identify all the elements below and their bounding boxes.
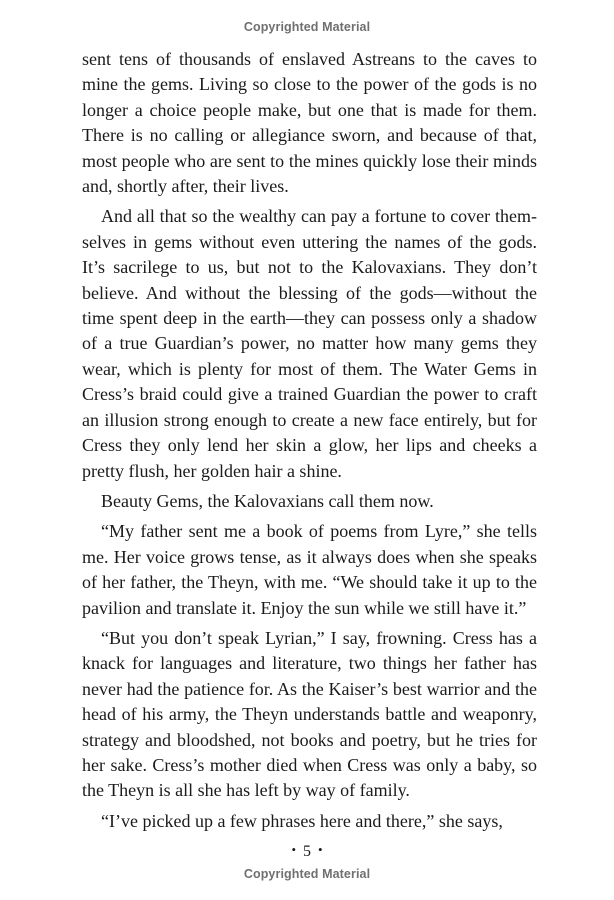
page-number-value: 5 <box>303 843 311 860</box>
copyright-watermark-bottom: Copyrighted Material <box>243 867 371 881</box>
paragraph-2: And all that so the wealthy can pay a fortune to cover themselves in gems without even uttering the names of the gods. It’s sacrilege to us, but not to the Kalovaxians. They don’t believe. And without the blessing of the gods—without the time spent deep in the earth—they can possess only a shadow of a true Guardian’s power, no matter how many gems they wear, which is plenty for most of them. The Water Gems in Cress’s braid could give a trained Guardian the power to craft an illusion strong enough to create a new face entirely, but for Cress they only lend her skin a glow, her lips and cheeks a pretty flush, her golden hair a shine. <box>82 206 537 481</box>
copyright-watermark-top: Copyrighted Material <box>243 20 371 34</box>
paragraph-1: sent tens of thousands of enslaved Astreans to the caves to mine the gems. Living so close to the power of the gods is no longer a choice people make, but one that is made for them. There is no calling or allegiance sworn, and because of that, most people who are sent to the mines quickly lose their minds and, shortly after, their lives. <box>82 49 537 197</box>
paragraph-4: “My father sent me a book of poems from Lyre,” she tells me. Her voice grows tense, as it always does when she speaks of her father, the Theyn, with me. “We should take it up to the pavilion and translate it. Enjoy the sun while we still have it.” <box>82 521 537 618</box>
book-page-text <box>82 47 537 839</box>
bullet-left: • <box>291 842 296 857</box>
paragraph-6: “I’ve picked up a few phrases here and there,” she says, <box>101 810 503 831</box>
bullet-right: • <box>318 842 323 857</box>
page-number <box>0 843 614 861</box>
paragraph-5: “But you don’t speak Lyrian,” I say, frowning. Cress has a knack for languages and literature, two things her father has never had the patience for. As the Kaiser’s best warrior and the head of his army, the Theyn understands battle and weaponry, strategy and bloodshed, not books and poetry, but he tries for her sake. Cress’s mother died when Cress was only a baby, so the Theyn is all she has left by way of family. <box>82 627 537 801</box>
paragraph-3: Beauty Gems, the Kalovaxians call them now. <box>101 490 434 511</box>
